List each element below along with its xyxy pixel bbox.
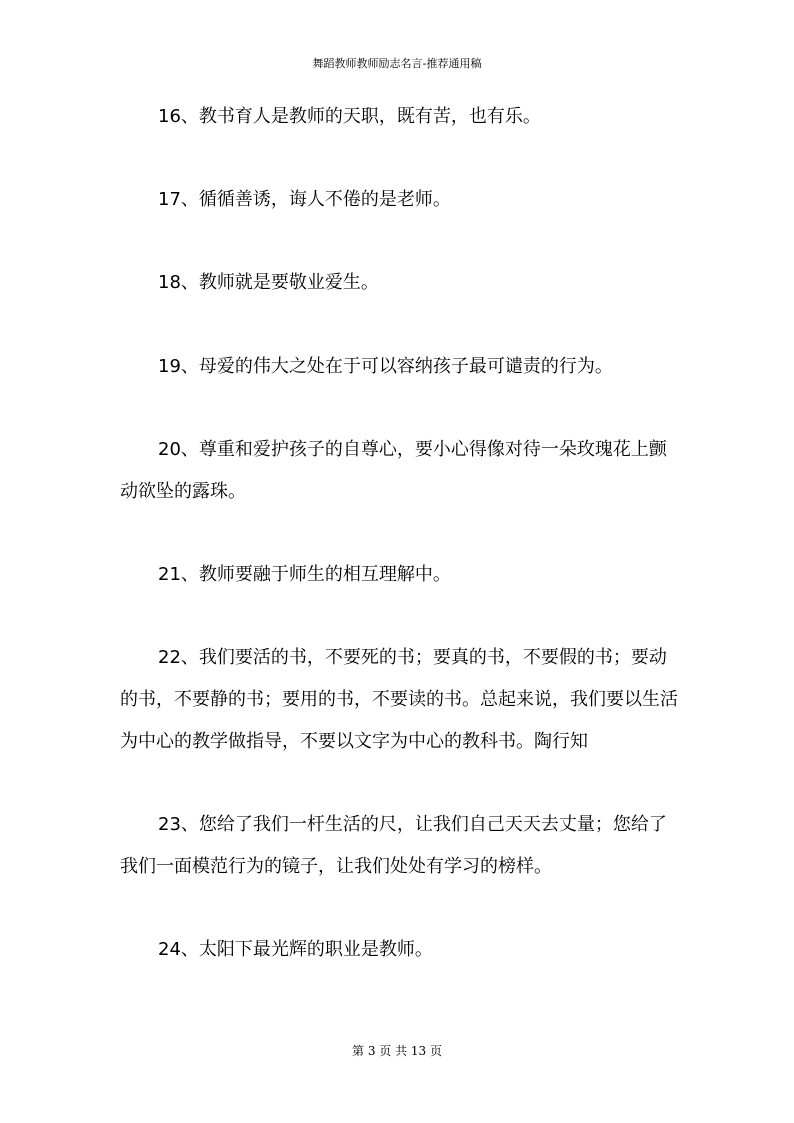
quote-20: 20、尊重和爱护孩子的自尊心，要小心得像对待一朵玫瑰花上颤动欲坠的露珠。	[120, 439, 667, 502]
quote-17: 17、循循善诱，诲人不倦的是老师。	[158, 189, 451, 210]
quote-21: 21、教师要融于师生的相互理解中。	[158, 564, 451, 585]
page-header: 舞蹈教师教师励志名言-推荐通用稿	[312, 57, 482, 70]
quote-22: 22、我们要活的书，不要死的书；要真的书，不要假的书；要动的书，不要静的书；要用的书，不要读的书。总起来说，我们要以生活为中心的教学做指导，不要以文字为中心的教科书。陶行知	[120, 647, 678, 752]
quote-16: 16、教书育人是教师的天职，既有苦，也有乐。	[158, 106, 541, 127]
quote-24: 24、太阳下最光辉的职业是教师。	[158, 939, 433, 960]
page-number: 第 3 页 共 13 页	[352, 1044, 442, 1058]
quote-18: 18、教师就是要敬业爱生。	[158, 272, 379, 293]
quote-19: 19、母爱的伟大之处在于可以容纳孩子最可谴责的行为。	[158, 356, 613, 377]
quote-23: 23、您给了我们一杆生活的尺，让我们自己天天去丈量；您给了我们一面模范行为的镜子，让我们处处有学习的榜样。	[120, 814, 667, 877]
